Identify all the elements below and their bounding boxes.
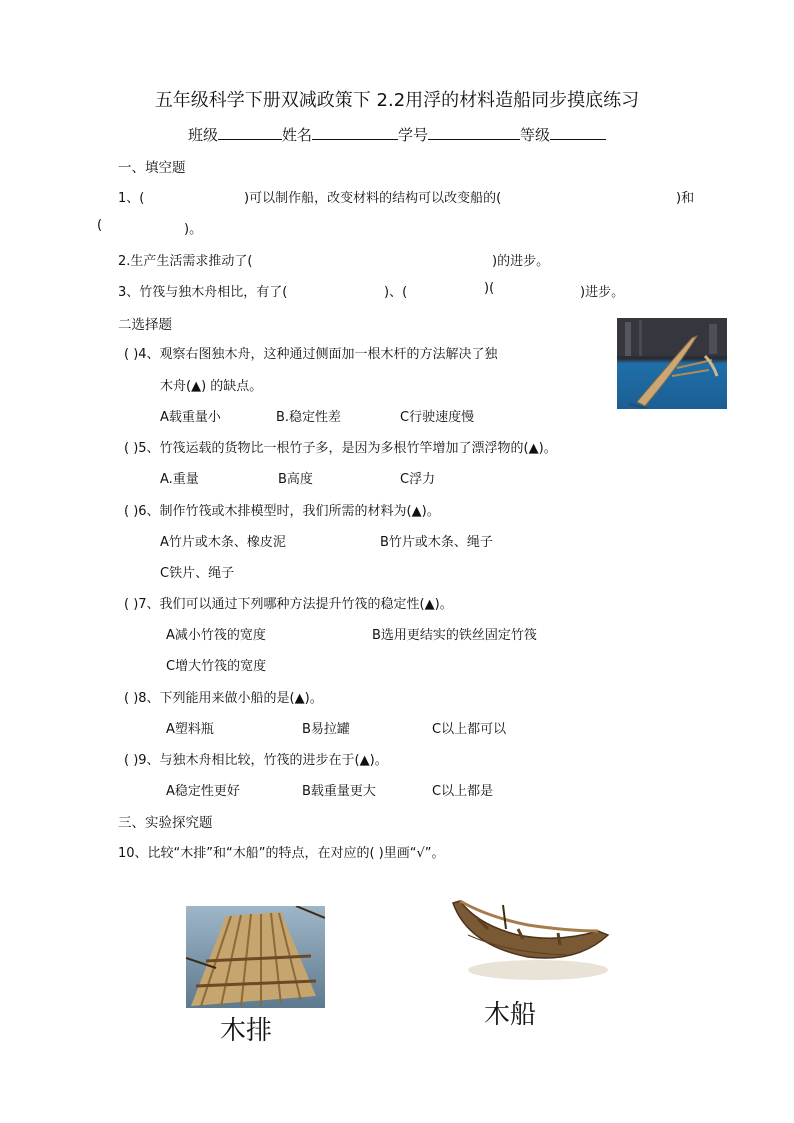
q1-part-c: )和 <box>676 191 695 206</box>
q8-text: ( )8、下列能用来做小船的是(▲)。 <box>124 691 323 706</box>
q9-option-c[interactable]: C以上都是 <box>432 784 494 799</box>
outrigger-canoe-image <box>617 318 727 409</box>
q5-text: ( )5、竹筏运载的货物比一根竹子多，是因为多根竹竿增加了漂浮物的(▲)。 <box>124 441 557 456</box>
q4-option-c[interactable]: C行驶速度慢 <box>400 410 475 425</box>
student-info-line <box>0 124 794 145</box>
raft-caption: 木排 <box>220 1016 273 1046</box>
raft-image <box>186 906 325 1008</box>
q6-option-c[interactable]: C铁片、绳子 <box>160 566 235 581</box>
q2-part-b: )的进步。 <box>492 254 550 269</box>
q1-part-a: 1、( <box>118 191 145 206</box>
q5-option-c[interactable]: C浮力 <box>400 472 436 487</box>
grade-label: 等级 <box>520 126 551 144</box>
name-label: 姓名 <box>281 126 312 144</box>
section-3-heading: 三、实验探究题 <box>118 815 213 831</box>
section-2-heading: 二选择题 <box>118 317 172 333</box>
page-title: 五年级科学下册双减政策下 2.2用浮的材料造船同步摸底练习 <box>154 90 640 111</box>
q8-option-a[interactable]: A塑料瓶 <box>166 722 214 737</box>
q3-part-d: )进步。 <box>580 285 625 300</box>
q9-option-b[interactable]: B载重量更大 <box>302 784 376 799</box>
q4-line2: 木舟(▲) 的缺点。 <box>160 379 263 394</box>
q7-text: ( )7、我们可以通过下列哪种方法提升竹筏的稳定性(▲)。 <box>124 597 453 612</box>
raft-photo <box>186 906 325 1008</box>
name-blank[interactable] <box>312 125 398 140</box>
q1-part-e: )。 <box>184 222 203 237</box>
wooden-boat-photo <box>448 895 614 987</box>
q7-option-a[interactable]: A减小竹筏的宽度 <box>166 628 266 643</box>
q3-part-c: )( <box>484 281 495 296</box>
q3-part-b: )、( <box>384 285 408 300</box>
boat-caption: 木船 <box>484 1000 537 1030</box>
q10-text: 10、比较“木排”和“木船”的特点，在对应的( )里画“√”。 <box>118 846 445 861</box>
q4-option-a[interactable]: A载重量小 <box>160 410 221 425</box>
q1-part-b: )可以制作船，改变材料的结构可以改变船的( <box>244 191 502 206</box>
q8-option-b[interactable]: B易拉罐 <box>302 722 350 737</box>
number-label: 学号 <box>398 126 429 144</box>
wooden-boat-image <box>448 895 614 987</box>
class-label: 班级 <box>187 126 218 144</box>
q3-part-a: 3、竹筏与独木舟相比，有了( <box>118 285 288 300</box>
q7-option-b[interactable]: B选用更结实的铁丝固定竹筏 <box>372 628 537 643</box>
q6-option-a[interactable]: A竹片或木条、橡皮泥 <box>160 535 286 550</box>
q2-part-a: 2.生产生活需求推动了( <box>118 254 253 269</box>
class-blank[interactable] <box>218 125 282 140</box>
q7-option-c[interactable]: C增大竹筏的宽度 <box>166 659 267 674</box>
number-blank[interactable] <box>428 125 520 140</box>
q8-option-c[interactable]: C以上都可以 <box>432 722 507 737</box>
q5-option-a[interactable]: A.重量 <box>160 472 199 487</box>
q6-option-b[interactable]: B竹片或木条、绳子 <box>380 535 493 550</box>
q6-text: ( )6、制作竹筏或木排模型时，我们所需的材料为(▲)。 <box>124 504 440 519</box>
q9-option-a[interactable]: A稳定性更好 <box>166 784 240 799</box>
q4-option-b[interactable]: B.稳定性差 <box>276 410 342 425</box>
outrigger-canoe-photo <box>617 318 727 409</box>
q1-part-d: ( <box>97 218 103 233</box>
q4-line1: ( )4、观察右图独木舟，这种通过侧面加一根木杆的方法解决了独 <box>124 347 498 362</box>
q9-text: ( )9、与独木舟相比较，竹筏的进步在于(▲)。 <box>124 753 388 768</box>
q5-option-b[interactable]: B高度 <box>278 472 313 487</box>
grade-blank[interactable] <box>550 125 606 140</box>
section-1-heading: 一、填空题 <box>118 160 186 176</box>
